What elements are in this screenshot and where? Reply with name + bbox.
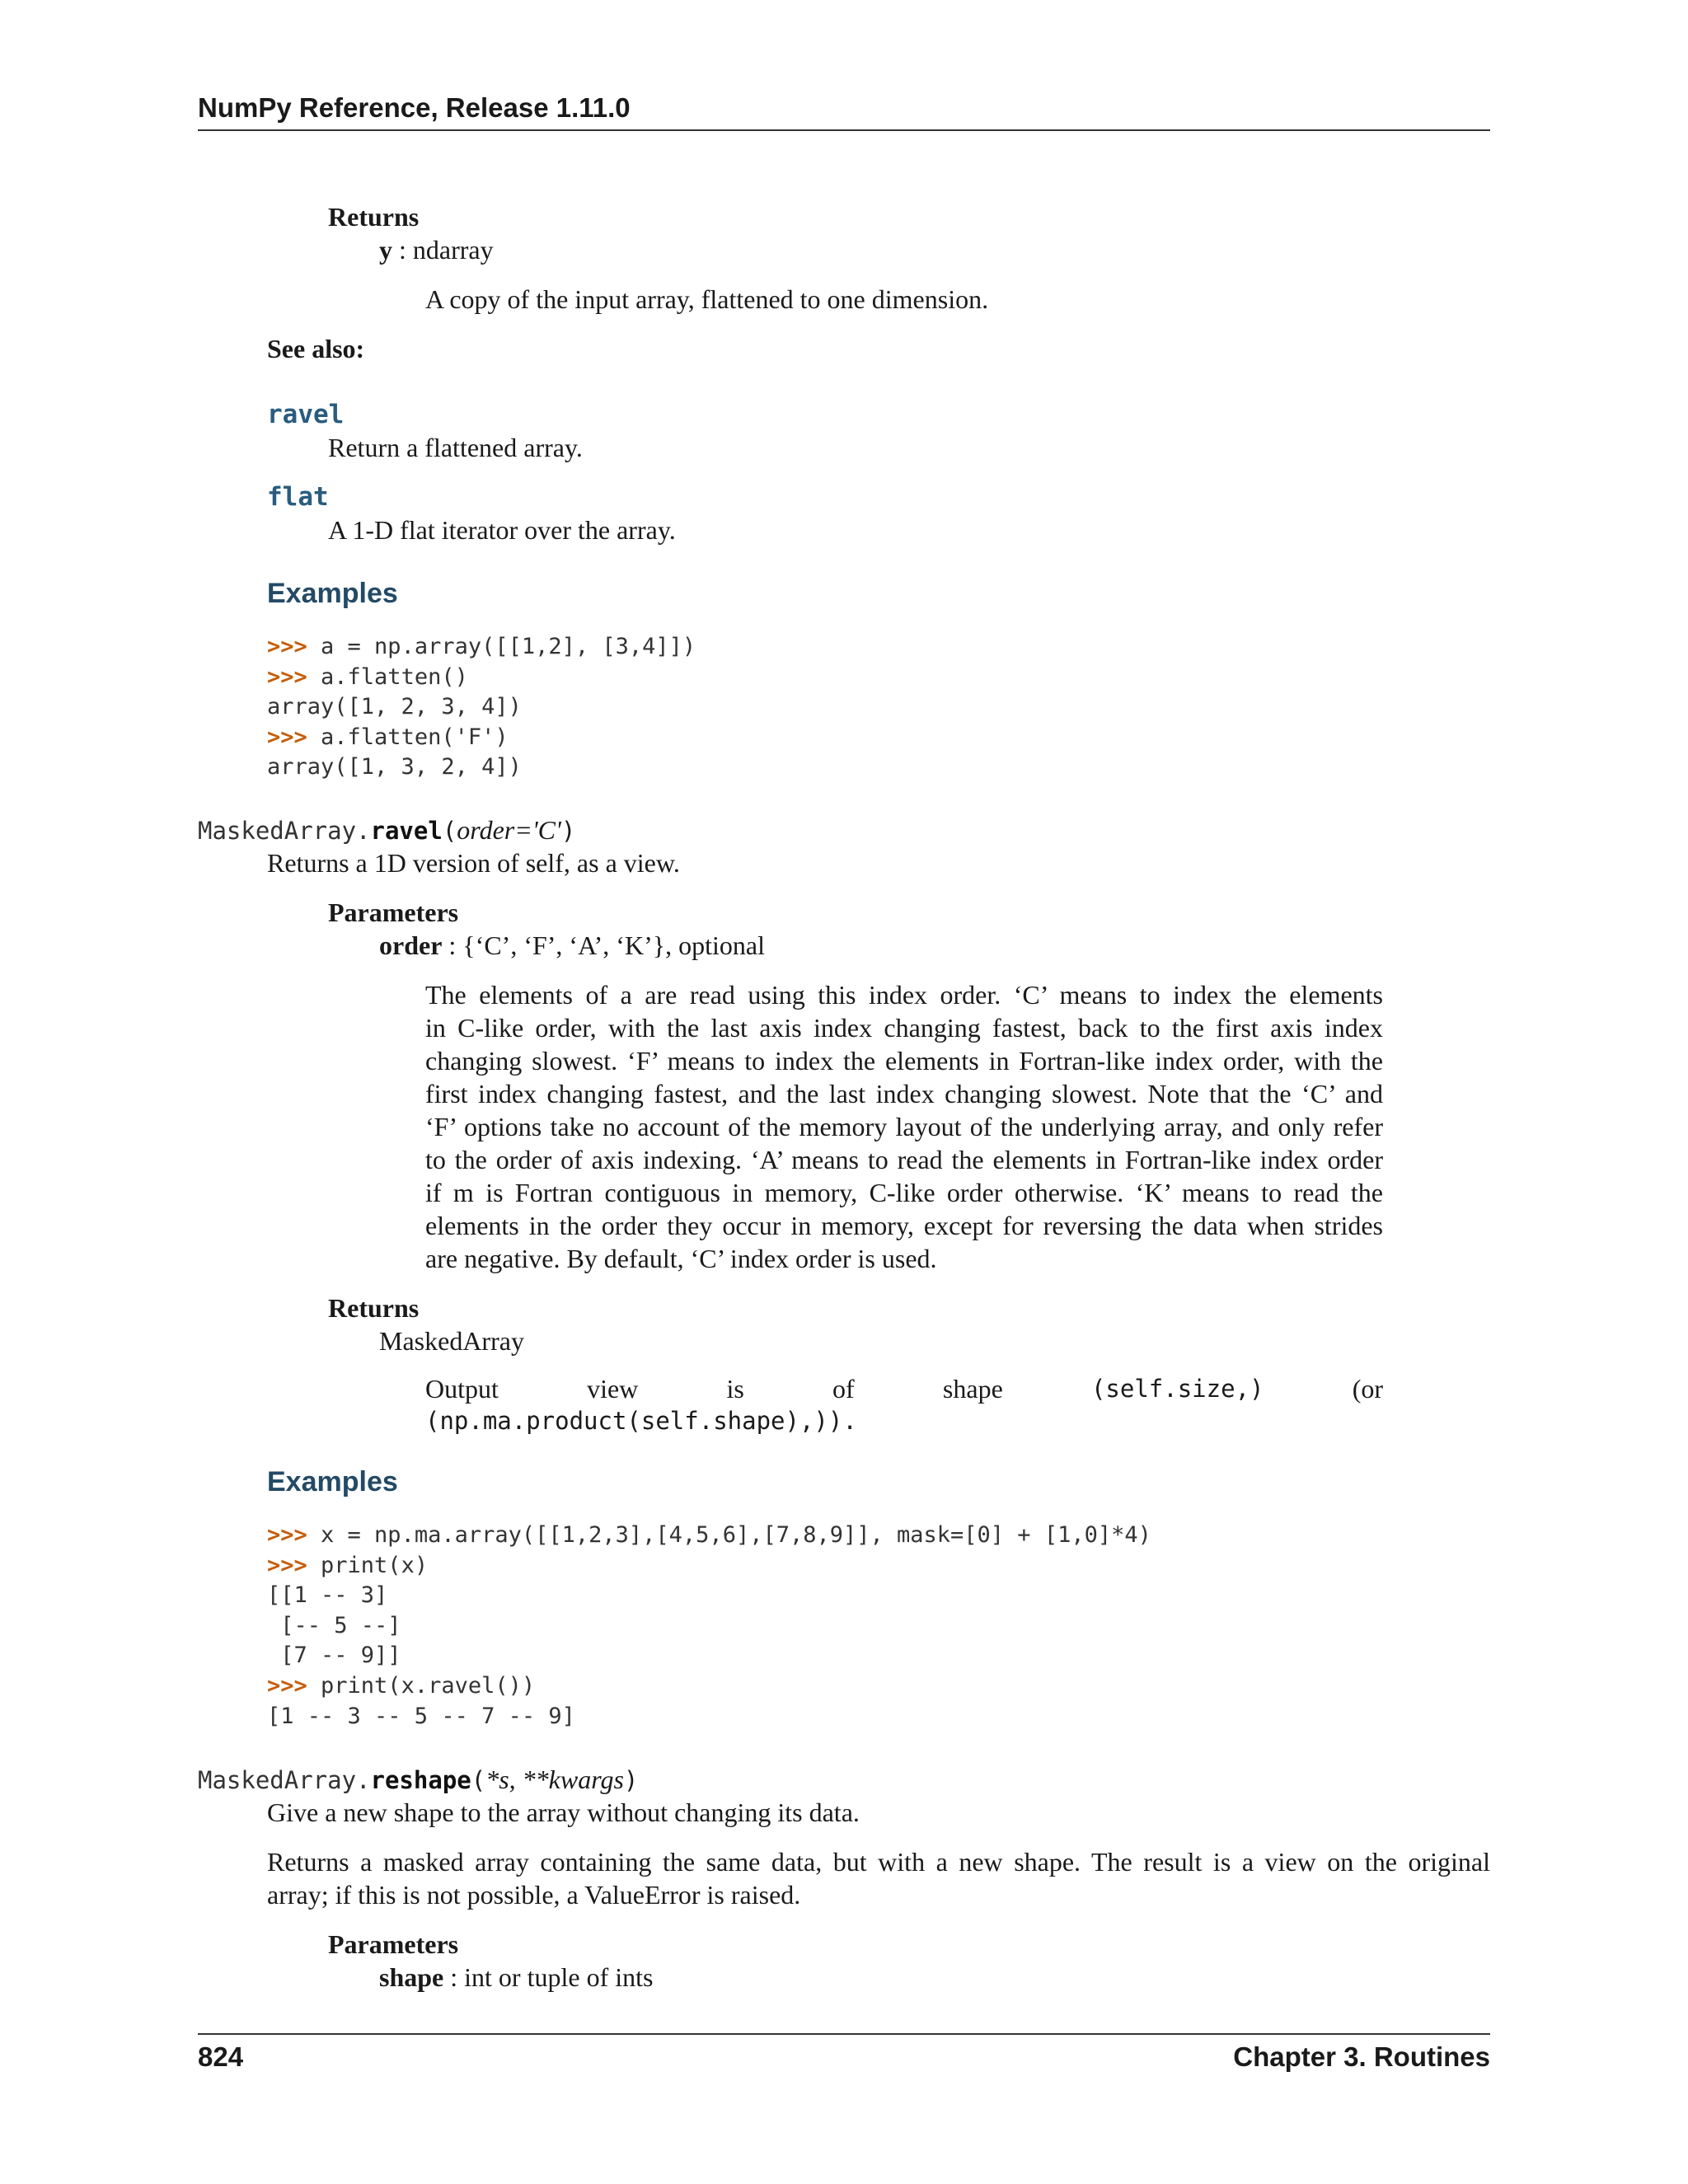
sig-method: reshape bbox=[370, 1766, 471, 1794]
code-line: [7 -- 9]] bbox=[267, 1643, 401, 1669]
parameters-heading: Parameters bbox=[328, 1929, 459, 1959]
param-description: The elements of a are read using this index order. ‘C’ means to index the elements in C-like order, with the last axis index changing fastest, back to the first axis index changing slowest. ‘F’ means to index the elements in Fortran-like index order, with the first index changing fastest, and the last index changing slowest. Note that the ‘C’ and ‘F’ options take no account of the memory layout of the underlying array, and only refer to the order of axis indexing. ‘A’ means to read the elements in Fortran-like index order if m is Fortran contiguous in memory, C-like order otherwise. ‘K’ means to read the elements in the order they occur in memory, except for reversing the data when strides are negative. By default, ‘C’ index order is used. bbox=[425, 980, 1383, 1273]
param-name: order bbox=[379, 930, 443, 960]
code-line: >>> a.flatten('F') bbox=[267, 724, 509, 750]
code-line: >>> print(x.ravel()) bbox=[267, 1672, 536, 1699]
see-also-link-flat[interactable]: flat bbox=[267, 482, 329, 512]
code-block-ravel bbox=[267, 1521, 1151, 1732]
sig-class: MaskedArray. bbox=[198, 1766, 371, 1794]
signature-reshape: MaskedArray.reshape(*s, **kwargs) bbox=[198, 1765, 639, 1794]
returns-heading: Returns bbox=[328, 202, 420, 232]
returns-type: : ndarray bbox=[392, 235, 494, 265]
sig-class: MaskedArray. bbox=[198, 817, 371, 845]
sig-args: order='C' bbox=[457, 815, 561, 845]
parameters-heading: Parameters bbox=[328, 898, 459, 927]
code-line: [[1 -- 3] bbox=[267, 1582, 388, 1609]
param-entry-order bbox=[379, 929, 765, 962]
see-also-heading: See also: bbox=[267, 334, 365, 363]
signature-ravel: MaskedArray.ravel(order='C') bbox=[198, 815, 576, 845]
reshape-description: Returns a masked array containing the same data, but with a new shape. The result is a view on the original array; if this is not possible, a ValueError is raised. bbox=[267, 1847, 1490, 1910]
code-line: >>> a.flatten() bbox=[267, 663, 468, 690]
header-rule bbox=[198, 129, 1490, 131]
returns-type: MaskedArray bbox=[379, 1326, 524, 1356]
code-line: >>> print(x) bbox=[267, 1552, 429, 1578]
returns-entry bbox=[379, 233, 494, 266]
code-line: [1 -- 3 -- 5 -- 7 -- 9] bbox=[267, 1703, 575, 1729]
param-type: : int or tuple of ints bbox=[443, 1962, 654, 1992]
running-header-title: NumPy Reference, Release 1.11.0 bbox=[198, 92, 631, 123]
param-entry-shape bbox=[379, 1961, 653, 1994]
see-also-desc-flat: A 1-D flat iterator over the array. bbox=[328, 515, 676, 545]
chapter-label: Chapter 3. Routines bbox=[1233, 2041, 1490, 2072]
returns-name: y bbox=[379, 235, 392, 265]
see-also-desc-ravel: Return a flattened array. bbox=[328, 433, 583, 462]
code-line: [-- 5 --] bbox=[267, 1612, 401, 1638]
param-name: shape bbox=[379, 1962, 444, 1992]
see-also-link-ravel[interactable]: ravel bbox=[267, 400, 345, 429]
code-block-flatten bbox=[267, 632, 696, 783]
returns-description: A copy of the input array, flattened to one dimension. bbox=[425, 284, 989, 314]
param-type: : {‘C’, ‘F’, ‘A’, ‘K’}, optional bbox=[442, 930, 765, 960]
returns-description-line-2: (np.ma.product(self.shape),)). bbox=[425, 1407, 857, 1435]
examples-heading: Examples bbox=[267, 1466, 398, 1497]
sig-method: ravel bbox=[370, 817, 443, 845]
returns-description-line-1: Output view is of shape (self.size,) (or bbox=[425, 1374, 1383, 1404]
code-line: array([1, 3, 2, 4]) bbox=[267, 754, 522, 780]
ravel-summary: Returns a 1D version of self, as a view. bbox=[267, 848, 680, 878]
footer-rule bbox=[198, 2033, 1490, 2035]
returns-heading: Returns bbox=[328, 1293, 420, 1323]
page-number: 824 bbox=[198, 2041, 244, 2072]
code-line: >>> x = np.ma.array([[1,2,3],[4,5,6],[7,8,9]], mask=[0] + [1,0]*4) bbox=[267, 1522, 1151, 1548]
examples-heading: Examples bbox=[267, 578, 398, 609]
code-line: >>> a = np.array([[1,2], [3,4]]) bbox=[267, 634, 696, 659]
sig-args: *s, **kwargs bbox=[485, 1765, 624, 1794]
code-line: array([1, 2, 3, 4]) bbox=[267, 694, 522, 720]
reshape-summary: Give a new shape to the array without changing its data. bbox=[267, 1797, 860, 1827]
